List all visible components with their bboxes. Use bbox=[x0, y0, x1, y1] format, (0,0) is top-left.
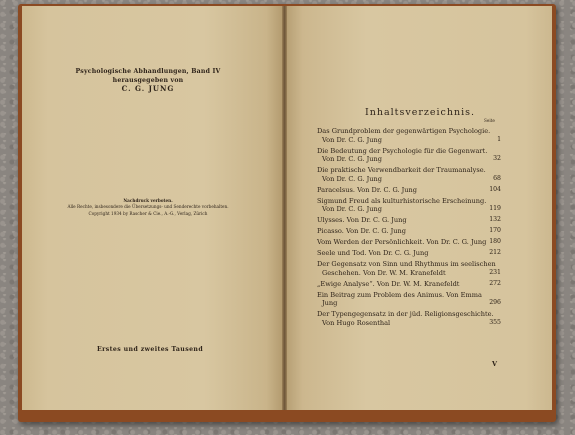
page-numeral: V bbox=[492, 360, 498, 368]
toc-entry-title: Vom Werden der Persönlichkeit. Von Dr. C. G. Jung bbox=[317, 238, 487, 246]
toc-entry-page: 180 bbox=[489, 238, 501, 245]
toc-entry-author: Geschehen. Von Dr. W. M. Kranefeldt bbox=[322, 268, 446, 277]
toc-entry bbox=[317, 238, 499, 247]
editor-line: herausgegeben von bbox=[112, 76, 184, 84]
toc-entry-title: Die praktische Verwendbarkeit der Traumanalyse. bbox=[317, 166, 486, 174]
toc-entry-page: 355 bbox=[489, 318, 501, 326]
imprint-block bbox=[38, 198, 258, 217]
toc-entry bbox=[317, 310, 499, 327]
toc-entry-title: Seele und Tod. Von Dr. C. G. Jung bbox=[317, 249, 429, 257]
imprint-line: Copyright 1934 by Rascher & Cie., A.-G., Verlag, Zürich bbox=[88, 210, 208, 216]
toc-entry-title: Picasso. Von Dr. C. G. Jung bbox=[317, 227, 406, 235]
toc-entry bbox=[317, 260, 499, 277]
toc-entry bbox=[317, 197, 499, 214]
toc-entry-page: 32 bbox=[493, 155, 501, 162]
series-header bbox=[35, 68, 261, 94]
toc-entry bbox=[317, 280, 499, 289]
toc-entry bbox=[317, 166, 499, 183]
editor-name: C. G. JUNG bbox=[121, 84, 175, 93]
toc-entry-title: Ulysses. Von Dr. C. G. Jung bbox=[317, 216, 407, 224]
toc-entry-page: 272 bbox=[489, 279, 501, 287]
toc-entry-page: 1 bbox=[497, 135, 501, 143]
toc-entry-author: Von Dr. C. G. Jung bbox=[322, 155, 382, 163]
toc-entry-title: Ein Beitrag zum Problem des Animus. Von Emma bbox=[317, 290, 482, 299]
toc-entry-page: 212 bbox=[489, 249, 501, 256]
series-line: Psychologische Abhandlungen, Band IV bbox=[75, 68, 221, 75]
toc-entry-page: 296 bbox=[489, 299, 501, 306]
toc-entry bbox=[317, 227, 499, 236]
toc-entry-author: Von Dr. C. G. Jung bbox=[322, 135, 382, 144]
seite-label: Seite bbox=[484, 118, 495, 123]
toc-entry-title: Paracelsus. Von Dr. C. G. Jung bbox=[317, 185, 418, 194]
toc-entry-author: Von Hugo Rosenthal bbox=[322, 318, 391, 327]
toc-entry-author: Von Dr. C. G. Jung bbox=[322, 205, 382, 213]
toc-entry-page: 132 bbox=[489, 216, 501, 223]
toc-entry bbox=[317, 147, 499, 164]
imprint-line: Nachdruck verboten. bbox=[123, 198, 173, 203]
toc-title: Inhaltsverzeichnis. bbox=[364, 107, 476, 118]
toc-entry-title: „Ewige Analyse“. Von Dr. W. M. Kranefeldt bbox=[317, 279, 460, 288]
toc-entry bbox=[317, 127, 499, 144]
edition-line: Erstes und zweites Tausend bbox=[96, 346, 204, 353]
toc-entry-title: Sigmund Freud als kulturhistorische Erscheinung. bbox=[317, 196, 487, 205]
toc-entry-page: 231 bbox=[489, 268, 501, 276]
toc-entry-title: Der Typengegensatz in der jüd. Religionsgeschichte. bbox=[317, 310, 494, 318]
toc-entry-author: Von Dr. C. G. Jung bbox=[322, 174, 382, 183]
toc-entry-title: Die Bedeutung der Psychologie für die Gegenwart. bbox=[317, 146, 488, 155]
toc-entry bbox=[317, 291, 499, 308]
toc-entry bbox=[317, 249, 499, 258]
imprint-line: Alle Rechte, insbesondere die Übersetzungs- und Senderechte vorbehalten. bbox=[67, 204, 229, 210]
toc-entry-page: 68 bbox=[493, 174, 501, 182]
toc-entry bbox=[317, 216, 499, 225]
toc-entry-page: 104 bbox=[489, 185, 501, 193]
table-of-contents bbox=[317, 127, 499, 330]
toc-entry-title: Der Gegensatz von Sinn und Rhythmus im seelischen bbox=[317, 260, 496, 268]
toc-entry-author: Jung bbox=[322, 299, 338, 307]
toc-entry-page: 119 bbox=[489, 205, 501, 212]
toc-entry-title: Das Grundproblem der gegenwärtigen Psychologie. bbox=[317, 127, 491, 135]
toc-entry bbox=[317, 186, 499, 195]
toc-entry-page: 170 bbox=[489, 227, 501, 234]
